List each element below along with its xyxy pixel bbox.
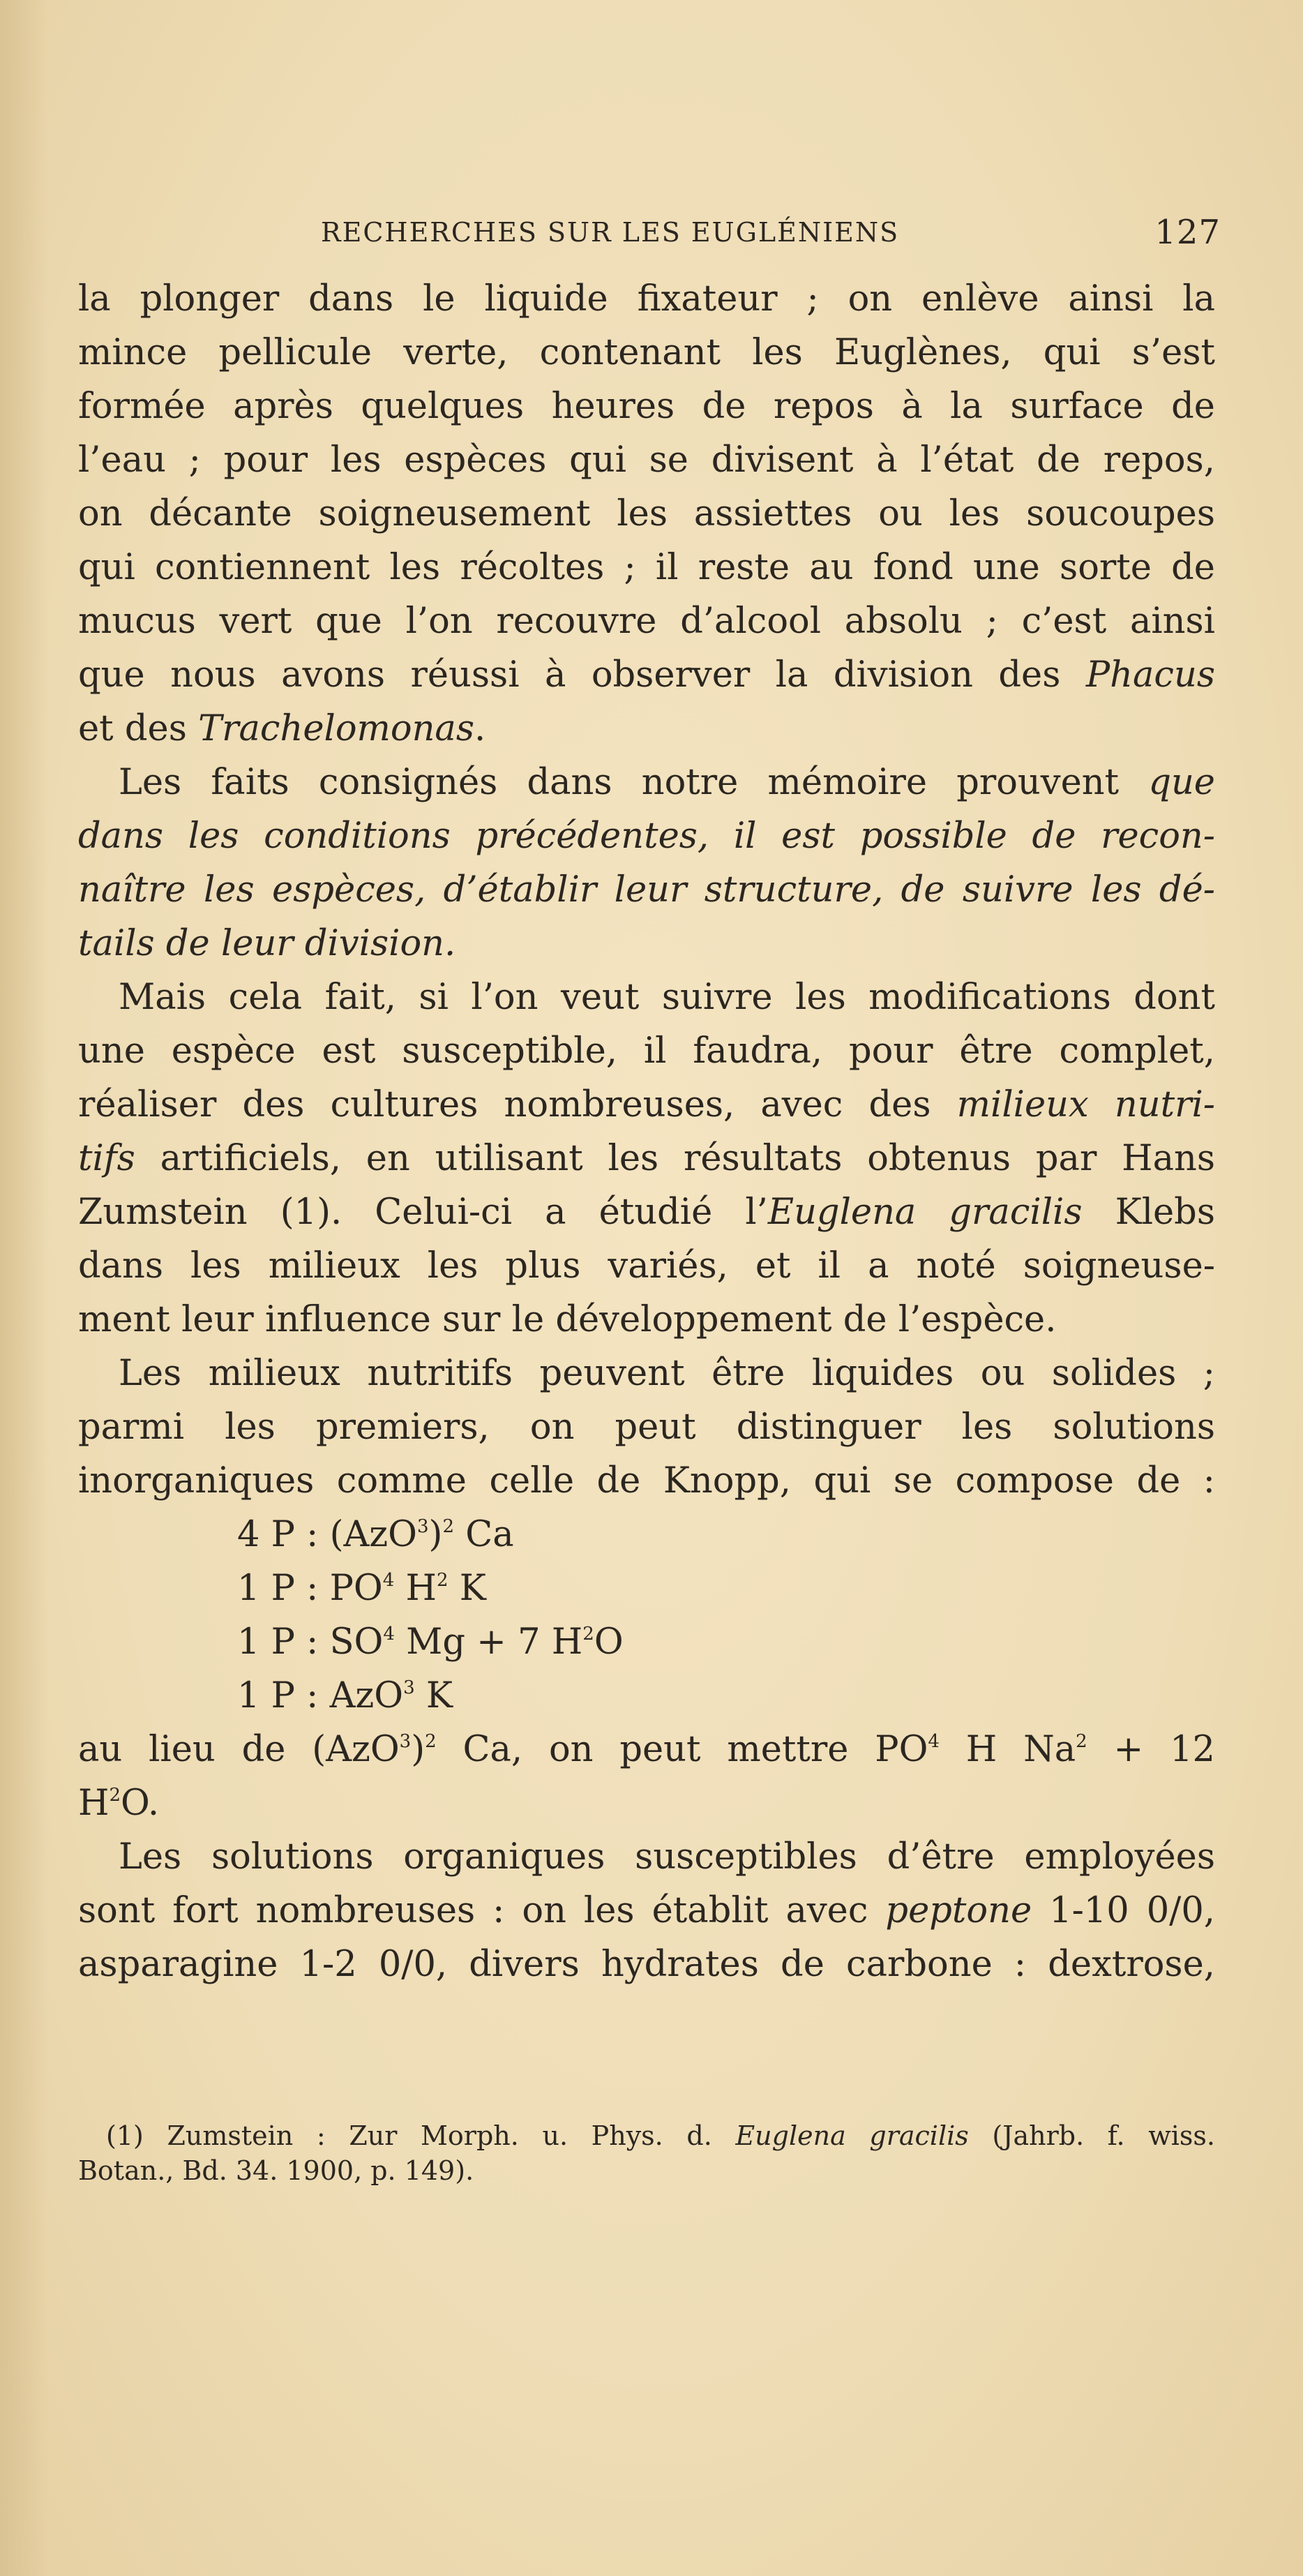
text-line: sont fort nombreuses : on les établit avec peptone 1-10 0/0, [78,1890,1216,1931]
page-number: 127 [1154,213,1221,252]
text-line: Zumstein (1). Celui-ci a étudié l’Euglena gracilis Klebs [78,1192,1216,1233]
text-line: parmi les premiers, on peut distinguer les solutions [78,1407,1215,1448]
text-line: tifs artificiels, en utilisant les résultats obtenus par Hans [78,1138,1215,1179]
text-line: tails de leur division. [78,923,456,964]
text-line: Les solutions organiques susceptibles d’être employées [119,1836,1215,1878]
formula-line: 1 P : $SO^4$ Mg + 7 $H^2O$ [237,1622,624,1663]
text-line: naître les espèces, d’établir leur structure, de suivre les dé- [78,869,1215,911]
text-line: inorganiques comme celle de Knopp, qui se compose de : [78,1460,1215,1502]
text-line: on décante soigneusement les assiettes ou les soucoupes [78,493,1215,534]
text-line: une espèce est susceptible, il faudra, pour être complet, [78,1031,1215,1072]
text-line: Mais cela fait, si l’on veut suivre les modifications dont [119,977,1215,1018]
text-line: mucus vert que l’on recouvre d’alcool absolu ; c’est ainsi [78,601,1215,642]
text-line: Les milieux nutritifs peuvent être liquides ou solides ; [119,1353,1215,1394]
running-head: RECHERCHES SUR LES EUGLÉNIENS [321,217,900,248]
body-text [78,272,1215,1991]
text-line: au lieu de $(AzO^3)^2$ Ca, on peut mettre $PO^4$ H $Na^2 + 12$ [78,1729,1216,1770]
footnote-line: (1) Zumstein : Zur Morph. u. Phys. d. Euglena gracilis (Jahrb. f. wiss. [106,2120,1215,2151]
text-line: l’eau ; pour les espèces qui se divisent à l’état de repos, [78,440,1215,481]
page-gutter-shadow [0,0,49,2576]
text-line: Les faits consignés dans notre mémoire prouvent que [119,762,1215,803]
text-line: $H^2O$. [78,1783,160,1824]
text-line: dans les milieux les plus variés, et il a noté soigneuse- [78,1245,1215,1287]
footnote [78,2118,1215,2188]
text-line: que nous avons réussi à observer la division des Phacus [78,654,1215,696]
text-line: asparagine 1-2 0/0, divers hydrates de carbone : dextrose, [78,1944,1215,1985]
text-line: réaliser des cultures nombreuses, avec des milieux nutri- [78,1084,1215,1125]
page-header [321,213,1221,255]
formula-line: 1 P : AzO$^3$ K [237,1675,453,1716]
footnote-line: Botan., Bd. 34. 1900, p. 149). [78,2155,474,2186]
text-line: dans les conditions précédentes, il est possible de recon- [78,816,1215,857]
text-line: la plonger dans le liquide fixateur ; on enlève ainsi la [78,278,1215,320]
text-line: et des Trachelomonas. [78,708,486,749]
text-line: ment leur influence sur le développement de l’espèce. [78,1299,1057,1340]
formula-line: 1 P : $PO^4$ $H^2$ K [237,1568,486,1609]
formula-line: 4 P : $(AzO^3)^2$ Ca [237,1514,514,1555]
text-line: formée après quelques heures de repos à la surface de [78,386,1215,427]
text-line: qui contiennent les récoltes ; il reste au fond une sorte de [78,547,1215,588]
text-line: mince pellicule verte, contenant les Euglènes, qui s’est [78,332,1215,373]
